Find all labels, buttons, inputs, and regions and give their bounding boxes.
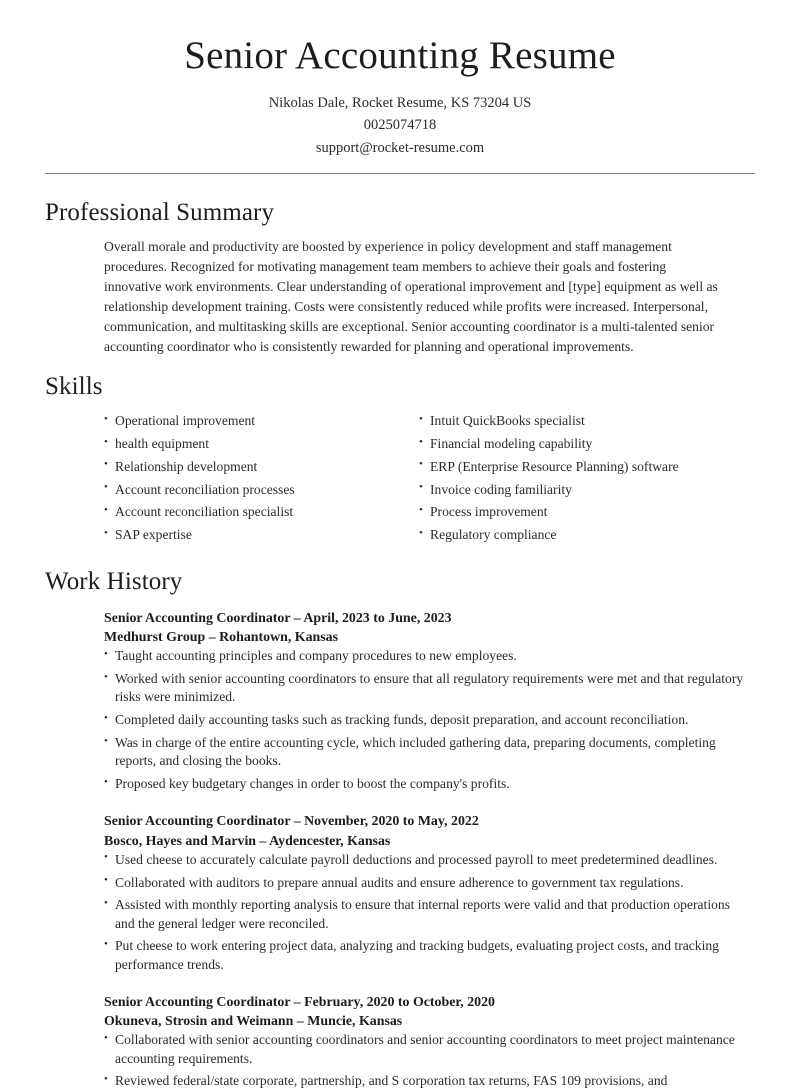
job-bullet-item: • Assisted with monthly reporting analysis to ensure that internal reports were valid and that production operations and the general ledger were reconciled. <box>104 896 746 933</box>
job-bullet-item: • Completed daily accounting tasks such as tracking funds, deposit preparation, and account reconciliation. <box>104 711 746 729</box>
contact-block <box>0 92 800 159</box>
job-company-line: Medhurst Group – Rohantown, Kansas <box>104 630 339 646</box>
section-skills <box>0 372 800 549</box>
skill-item: • Intuit QuickBooks specialist <box>419 412 749 430</box>
job-bullet-item: • Used cheese to accurately calculate payroll deductions and processed payroll to meet predetermined deadlines. <box>104 851 746 869</box>
job-bullet-item: • Taught accounting principles and company procedures to new employees. <box>104 647 746 665</box>
skill-item: • Regulatory compliance <box>419 526 749 544</box>
skill-item: • ERP (Enterprise Resource Planning) software <box>419 458 749 476</box>
skill-item: • SAP expertise <box>104 526 419 544</box>
section-heading-summary: Professional Summary <box>45 199 275 227</box>
job-company-line: Okuneva, Strosin and Weimann – Muncie, Kansas <box>104 1014 403 1030</box>
skill-item: • Account reconciliation processes <box>104 481 419 499</box>
contact-address: Nikolas Dale, Rocket Resume, KS 73204 US <box>268 94 532 111</box>
job-entry <box>104 993 755 1091</box>
job-entry <box>104 812 755 974</box>
job-bullet-list <box>104 851 755 974</box>
section-heading-skills: Skills <box>45 373 103 401</box>
job-bullet-item: • Put cheese to work entering project data, analyzing and tracking budgets, evaluating project costs, and tracking performance trends. <box>104 937 746 974</box>
job-bullet-item: • Proposed key budgetary changes in order to boost the company's profits. <box>104 775 746 793</box>
section-professional-summary <box>0 198 800 357</box>
section-heading-work-history: Work History <box>45 568 183 596</box>
summary-paragraph: Overall morale and productivity are boosted by experience in policy development and staff management procedures. Recognized for motivating management team members to achieve their goals and fostering innovative work environments. Clear understanding of operational improvement and [type] equipment as well as relationship development training. Costs were consistently reduced while profits were increased. Interpersonal, communication, and multitasking skills are exceptional. Senior accounting coordinator is a multi-talented senior accounting coordinator who is consistently rewarded for planning and operational improvements. <box>104 239 718 355</box>
contact-phone: 0025074718 <box>363 117 437 134</box>
job-title-line: Senior Accounting Coordinator – April, 2023 to June, 2023 <box>104 611 452 627</box>
skills-list-left <box>104 412 419 544</box>
section-work-history <box>0 567 800 1091</box>
contact-email: support@rocket-resume.com <box>315 139 485 156</box>
job-bullet-list <box>104 647 755 793</box>
skill-item: • health equipment <box>104 435 419 453</box>
resume-header <box>0 0 800 159</box>
job-bullet-item: • Worked with senior accounting coordinators to ensure that all regulatory requirements were met and that regulatory risks were minimized. <box>104 670 746 707</box>
job-bullet-item: • Reviewed federal/state corporate, partnership, and S corporation tax returns, FAS 109 provisions, and <box>104 1072 746 1090</box>
skill-item: • Financial modeling capability <box>419 435 749 453</box>
skills-column-right <box>419 412 749 549</box>
skills-column-left <box>104 412 419 549</box>
job-entry <box>104 609 755 793</box>
skills-columns <box>104 412 755 549</box>
skill-item: • Invoice coding familiarity <box>419 481 749 499</box>
skills-list-right <box>419 412 749 544</box>
skill-item: • Process improvement <box>419 503 749 521</box>
skill-item: • Operational improvement <box>104 412 419 430</box>
work-history-list <box>45 609 755 1091</box>
header-divider <box>45 173 755 174</box>
page-title: Senior Accounting Resume <box>184 34 616 77</box>
job-title-line: Senior Accounting Coordinator – November, 2020 to May, 2022 <box>104 814 479 830</box>
job-bullet-item: • Collaborated with senior accounting coordinators and senior accounting coordinators to meet project maintenance accounting requirements. <box>104 1031 746 1068</box>
skill-item: • Relationship development <box>104 458 419 476</box>
job-title-line: Senior Accounting Coordinator – February, 2020 to October, 2020 <box>104 994 495 1010</box>
job-bullet-list <box>104 1031 755 1090</box>
job-company-line: Bosco, Hayes and Marvin – Aydencester, Kansas <box>104 833 391 849</box>
skill-item: • Account reconciliation specialist <box>104 503 419 521</box>
job-bullet-item: • Collaborated with auditors to prepare annual audits and ensure adherence to government tax regulations. <box>104 874 746 892</box>
job-bullet-item: • Was in charge of the entire accounting cycle, which included gathering data, preparing documents, completing reports, and closing the books. <box>104 734 746 771</box>
